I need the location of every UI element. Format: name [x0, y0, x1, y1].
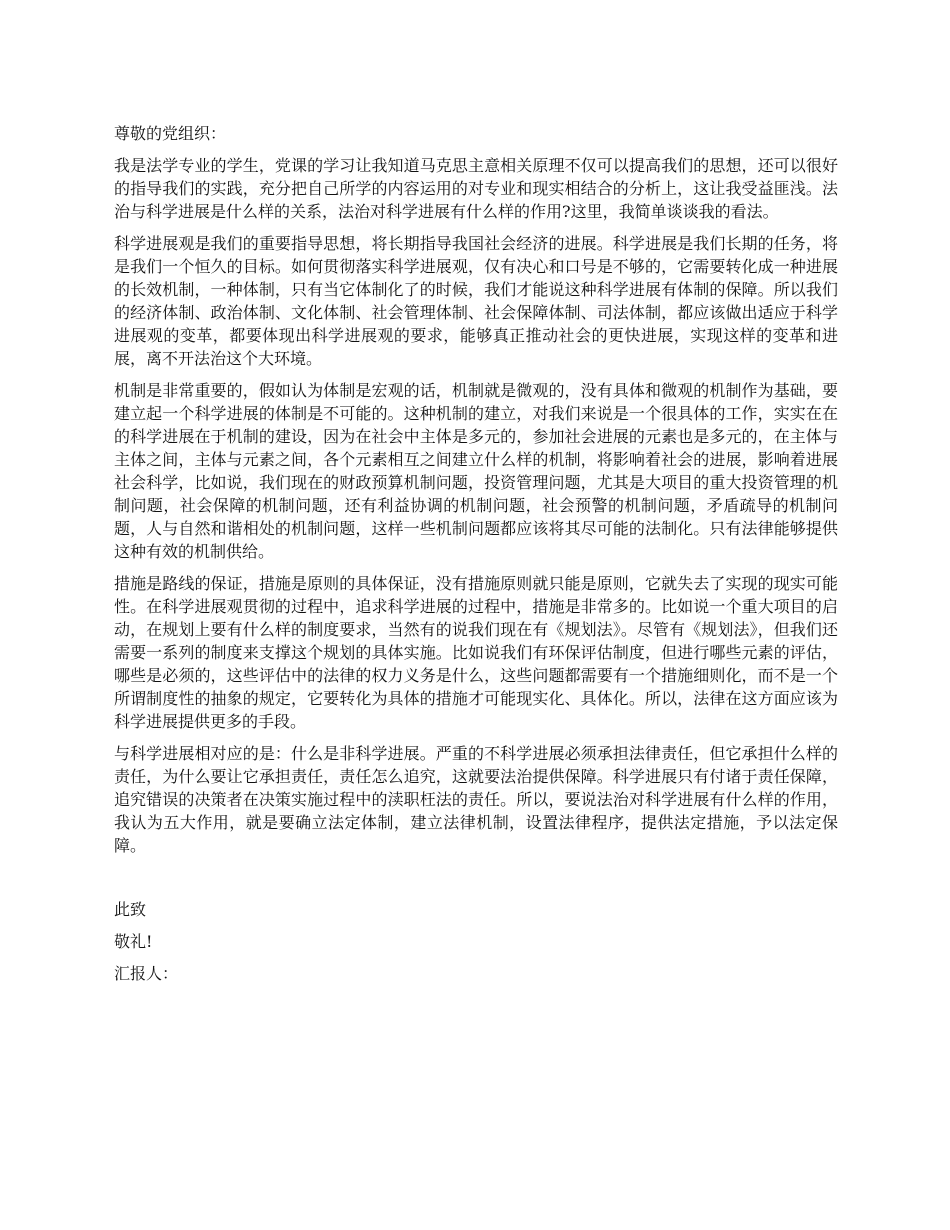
closing-spacer	[114, 866, 838, 898]
body-paragraph-1: 我是法学专业的学生，党课的学习让我知道马克思主意相关原理不仅可以提高我们的思想，还可以很好的指导我们的实践，充分把自己所学的内容运用的对专业和现实相结合的分析上，这让我受益匪浅。法治与科学进展是什么样的关系，法治对科学进展有什么样的作用?这里，我简单谈谈我的看法。	[114, 156, 838, 221]
document-page	[114, 122, 838, 994]
body-paragraph-4: 措施是路线的保证，措施是原则的具体保证，没有措施原则就只能是原则，它就失去了实现的现实可能性。在科学进展观贯彻的过程中，追求科学进展的过程中，措施是非常多的。比如说一个重大项目的启动，在规划上要有什么样的制度要求，当然有的说我们现在有《规划法》。尽管有《规划法》，但我们还需要一系列的制度来支撑这个规划的具体实施。比如说我们有环保评估制度，但进行哪些元素的评估，哪些是必须的，这些评估中的法律的权力义务是什么，这些问题都需要有一个措施细则化，而不是一个所谓制度性的抽象的规定，它要转化为具体的措施才可能现实化、具体化。所以，法律在这方面应该为科学进展提供更多的手段。	[114, 574, 838, 731]
salutation: 尊敬的党组织：	[114, 124, 227, 143]
body-paragraph-3: 机制是非常重要的，假如认为体制是宏观的话，机制就是微观的，没有具体和微观的机制作为基础，要建立起一个科学进展的体制是不可能的。这种机制的建立，对我们来说是一个很具体的工作，实实在在的科学进展在于机制的建设，因为在社会中主体是多元的，参加社会进展的元素也是多元的，在主体与主体之间，主体与元素之间，各个元素相互之间建立什么样的机制，将影响着社会的进展，影响着进展社会科学，比如说，我们现在的财政预算机制问题，投资管理问题，尤其是大项目的重大投资管理的机制问题，社会保障的机制问题，还有利益协调的机制问题，社会预警的机制问题，矛盾疏导的机制问题，人与自然和谐相处的机制问题，这样一些机制问题都应该将其尽可能的法制化。只有法律能够提供这种有效的机制供给。	[114, 381, 838, 561]
closing-line: 此致	[114, 900, 147, 919]
body-paragraph-5: 与科学进展相对应的是：什么是非科学进展。严重的不科学进展必须承担法律责任，但它承担什么样的责任，为什么要让它承担责任，责任怎么追究，这就要法治提供保障。科学进展只有付诸于责任保障，追究错误的决策者在决策实施过程中的渎职枉法的责任。所以，要说法治对科学进展有什么样的作用，我认为五大作用，就是要确立法定体制，建立法律机制，设置法律程序，提供法定措施，予以法定保障。	[114, 744, 838, 855]
body-paragraph-2: 科学进展观是我们的重要指导思想，将长期指导我国社会经济的进展。科学进展是我们长期的任务，将是我们一个恒久的目标。如何贯彻落实科学进展观，仅有决心和口号是不够的，它需要转化成一种进展的长效机制，一种体制，只有当它体制化了的时候，我们才能说这种科学进展有体制的保障。所以我们的经济体制、政治体制、文化体制、社会管理体制、社会保障体制、司法体制，都应该做出适应于科学进展观的变革，都要体现出科学进展观的要求，能够真正推动社会的更快进展，实现这样的变革和进展，离不开法治这个大环境。	[114, 234, 838, 368]
closing-block	[114, 898, 838, 985]
reporter-label: 汇报人：	[114, 964, 179, 983]
regards-line: 敬礼!	[114, 932, 153, 951]
